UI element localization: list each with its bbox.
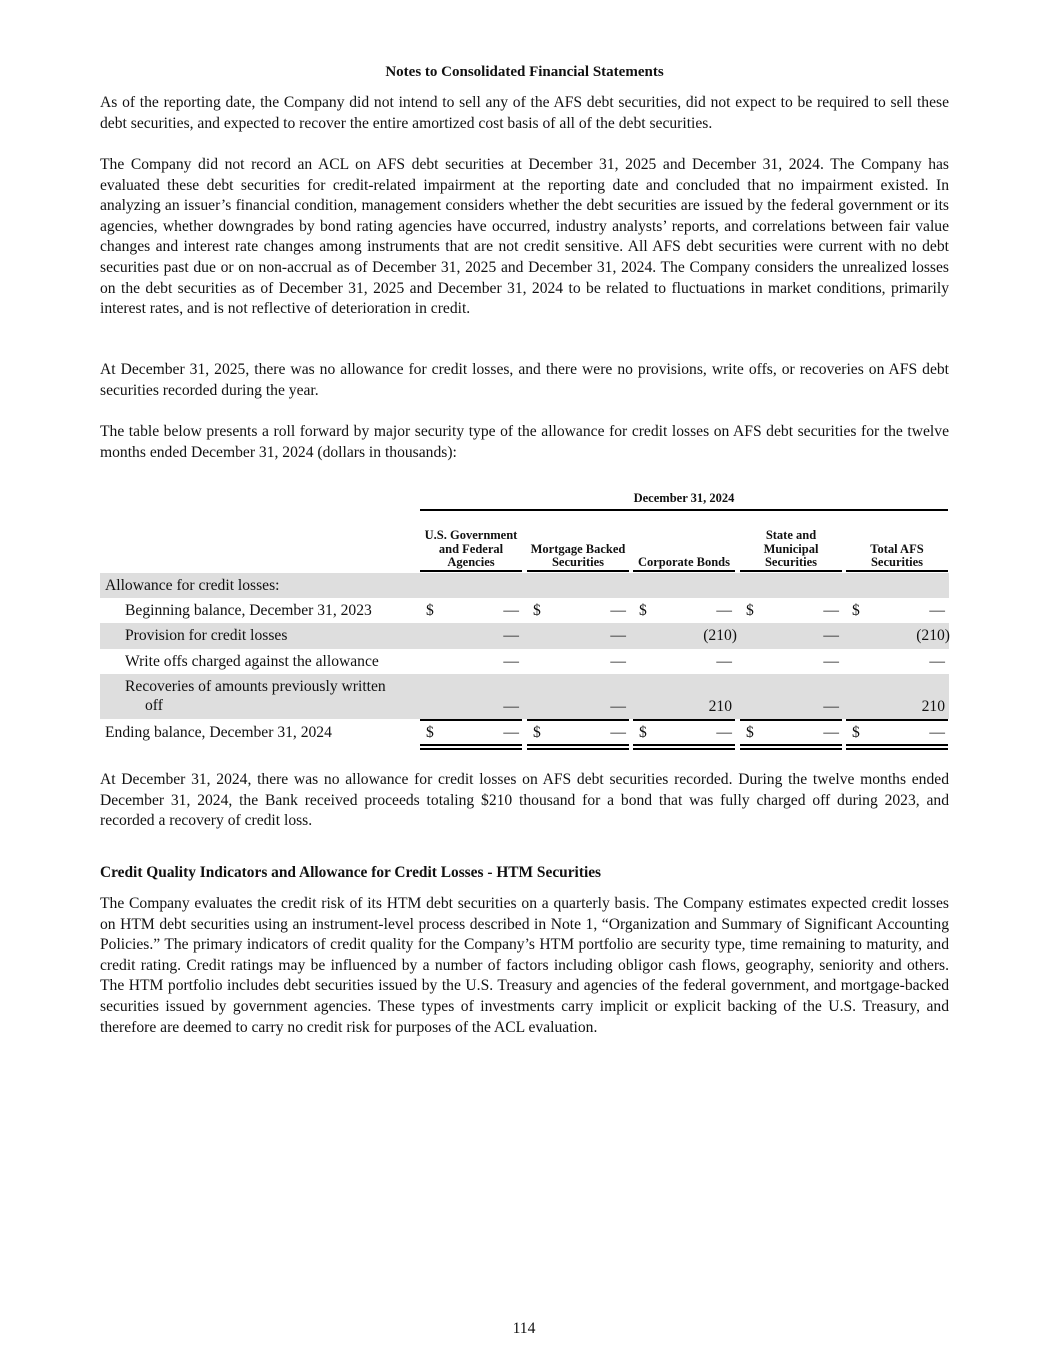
cell-value: — <box>823 627 839 644</box>
total-double-rule <box>527 744 629 750</box>
cell-value: — <box>503 724 519 741</box>
cell-value: — <box>716 653 732 670</box>
row-label: Provision for credit losses <box>125 627 288 644</box>
paragraph-2025-allowance: At December 31, 2025, there was no allowance for credit losses, and there were no provisions, write offs, or recoveries on AFS debt securities recorded during the year. <box>100 361 949 399</box>
currency-symbol: $ <box>639 724 647 741</box>
column-header-total-afs: Total AFS Securities <box>870 541 924 570</box>
row-label: Allowance for credit losses: <box>105 577 280 594</box>
cell-value: — <box>503 698 519 715</box>
cell-value: — <box>929 653 945 670</box>
cell-value: 210 <box>708 698 732 715</box>
cell-value: — <box>610 627 626 644</box>
column-underline <box>420 570 522 572</box>
currency-symbol: $ <box>426 724 434 741</box>
cell-value: — <box>823 602 839 619</box>
paragraph-2024-recovery: At December 31, 2024, there was no allowance for credit losses on AFS debt securities recorded. During the twelve months ended December 31, 2024, the Bank received proceeds totaling $210 thousand for a bond that was fully charged off during 2023, and recorded a recovery of credit loss. <box>100 771 949 830</box>
column-underline <box>740 570 842 572</box>
cell-value: (210) <box>916 627 950 644</box>
page-number: 114 <box>512 1320 536 1337</box>
currency-symbol: $ <box>533 724 541 741</box>
row-label: Write offs charged against the allowance <box>125 653 379 670</box>
currency-symbol: $ <box>852 724 860 741</box>
total-double-rule <box>420 744 522 750</box>
cell-value: — <box>823 724 839 741</box>
table-row-total <box>100 721 949 745</box>
row-label: Ending balance, December 31, 2024 <box>105 724 332 741</box>
currency-symbol: $ <box>426 602 434 619</box>
section-heading-htm: Credit Quality Indicators and Allowance for Credit Losses - HTM Securities <box>100 864 602 881</box>
cell-value: — <box>929 602 945 619</box>
cell-value: — <box>610 653 626 670</box>
paragraph-intent-to-sell: As of the reporting date, the Company did not intend to sell any of the AFS debt securities, did not expect to be required to sell these debt securities, and expected to recover the entire amortized cost basis of all of the debt securities. <box>100 94 949 132</box>
cell-value: — <box>503 602 519 619</box>
cell-value: — <box>503 653 519 670</box>
table-period-header: December 31, 2024 <box>633 491 735 505</box>
paragraph-htm-credit-quality: The Company evaluates the credit risk of its HTM debt securities on a quarterly basis. The Company estimates expected credit losses on HTM debt securities using an instrument-level process described in Note 1, “Organization and Summary of Significant Accounting Policies.” The primary indicators of credit quality for the Company’s HTM portfolio are security type, time remaining to maturity, and credit rating. Credit ratings may be influenced by a number of factors including obligor cash flows, geography, seniority and others. The HTM portfolio includes debt securities issued by the U.S. Treasury and agencies of the federal government, and mortgage-backed securities issued by government agencies. These types of investments carry implicit or explicit backing of the U.S. Treasury, and therefore are deemed to carry no credit risk for purposes of the ACL evaluation. <box>100 895 949 1036</box>
column-header-corporate-bonds: Corporate Bonds <box>637 555 731 570</box>
cell-value: — <box>716 602 732 619</box>
table-row <box>100 598 949 623</box>
column-header-state-municipal: State and Municipal Securities <box>763 528 819 570</box>
cell-value: — <box>610 698 626 715</box>
table-row <box>100 623 949 649</box>
row-label: Recoveries of amounts previously written <box>125 678 386 695</box>
currency-symbol: $ <box>639 602 647 619</box>
currency-symbol: $ <box>533 602 541 619</box>
paragraph-acl-evaluation: The Company did not record an ACL on AFS debt securities at December 31, 2025 and December 31, 2024. The Company has evaluated these debt securities for credit-related impairment at the reporting date and concluded that no impairment existed. In analyzing an issuer’s financial condition, management considers whether the debt securities are issued by the federal government or its agencies, whether downgrades by bond rating agencies have occurred, industry analysts’ reports, and correlations between fair value changes and interest rate changes among instruments that are not credit sensitive. All AFS debt securities were current with no debt securities past due or on non-accrual as of December 31, 2025 and December 31, 2024. The Company considers the unrealized losses on the debt securities as of December 31, 2025 and December 31, 2024 to be related to fluctuations in market conditions, primarily interest rates, and is not reflective of deterioration in credit. <box>100 156 949 318</box>
currency-symbol: $ <box>852 602 860 619</box>
cell-value: — <box>823 653 839 670</box>
cell-value: — <box>929 724 945 741</box>
column-underline <box>527 570 629 572</box>
cell-value: — <box>716 724 732 741</box>
total-double-rule <box>633 744 735 750</box>
table-row <box>100 649 949 674</box>
cell-value: 210 <box>921 698 945 715</box>
currency-symbol: $ <box>746 724 754 741</box>
cell-value: — <box>503 627 519 644</box>
paragraph-table-intro: The table below presents a roll forward by major security type of the allowance for credit losses on AFS debt securities for the twelve months ended December 31, 2024 (dollars in thousands): <box>100 423 949 461</box>
currency-symbol: $ <box>746 602 754 619</box>
cell-value: — <box>823 698 839 715</box>
column-underline <box>846 570 948 572</box>
column-header-mortgage-backed: Mortgage Backed Securities <box>530 541 626 570</box>
total-double-rule <box>846 744 948 750</box>
period-underline <box>420 509 948 511</box>
row-label-continuation: off <box>145 697 163 714</box>
page-title: Notes to Consolidated Financial Statements <box>385 64 664 80</box>
cell-value: — <box>610 724 626 741</box>
table-row <box>100 674 949 719</box>
total-double-rule <box>740 744 842 750</box>
column-underline <box>633 570 735 572</box>
cell-value: — <box>610 602 626 619</box>
cell-value: (210) <box>703 627 737 644</box>
table-section-row <box>100 573 949 598</box>
column-header-us-government: U.S. Government and Federal Agencies <box>424 528 518 570</box>
row-label: Beginning balance, December 31, 2023 <box>125 602 372 619</box>
